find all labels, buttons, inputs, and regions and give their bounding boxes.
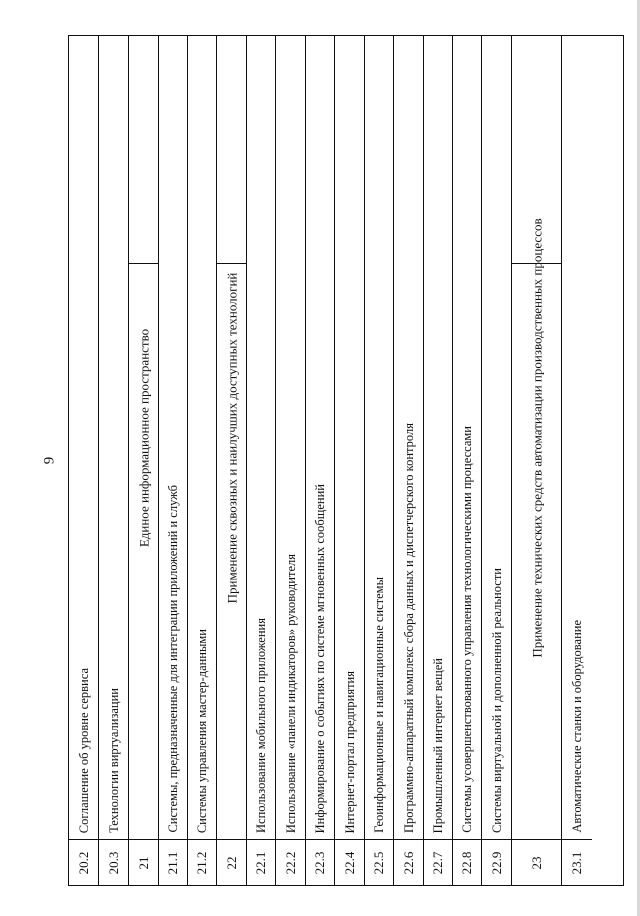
row-number: 22.8 [459,851,474,874]
row-number: 20.2 [75,851,91,874]
item-text: Программно-аппаратный комплекс сбора данных и диспетчерского контроля [401,422,416,833]
text-cell [99,36,128,839]
table-row [159,36,188,885]
item-text: Технологии виртуализации [106,688,121,833]
text-cell [394,36,423,839]
cell-divider [217,36,246,264]
row-number: 22.2 [282,851,298,874]
row-number: 21.1 [165,851,180,874]
number-cell [217,839,246,885]
item-text: Использование мобильного приложения [253,618,268,833]
section-title: Применение сквозных и наилучших доступных технологий [224,272,239,603]
text-cell [69,36,98,839]
row-number: 20.3 [105,851,121,874]
item-text: Системы виртуальной и дополненной реальности [489,567,504,833]
item-text: Соглашение об уровне сервиса [76,667,91,833]
row-number: 22.1 [253,851,268,874]
text-cell [482,36,511,839]
row-number: 21.2 [194,851,209,874]
section-row [217,36,247,885]
document-table [68,35,624,886]
table-row [276,36,306,885]
table-row [306,36,335,885]
section-row [129,36,159,885]
section-row [512,36,562,885]
item-text: Интернет-портал предприятия [342,670,357,833]
number-cell [69,839,98,885]
text-cell [188,36,216,839]
number-cell [562,839,592,885]
page-number: 9 [41,456,58,465]
row-number: 22.5 [371,851,386,874]
number-cell [512,839,561,885]
section-title: Единое информационное пространство [136,328,151,547]
item-text: Информирование о событиях по системе мгновенных сообщений [312,483,327,833]
text-cell [512,36,561,839]
table-row [394,36,424,885]
row-number: 23.1 [569,851,584,874]
number-cell [188,839,216,885]
item-text: Использование «панели индикаторов» руководителя [283,553,298,833]
row-number: 23 [528,856,544,869]
text-cell [335,36,364,839]
item-text: Геоинформационные и навигационные системы [371,577,386,833]
text-cell [247,36,275,839]
text-cell [129,36,158,839]
item-text: Системы, предназначенные для интеграции приложений и служб [165,485,180,833]
table-row [365,36,394,885]
number-cell [453,839,481,885]
table-row [424,36,453,885]
item-text: Автоматические станки и оборудование [569,620,584,833]
number-cell [394,839,423,885]
table-row [482,36,512,885]
table-row [99,36,129,885]
table-row [188,36,217,885]
item-text: Промышленный интернет вещей [430,657,445,833]
number-cell [129,839,158,885]
number-cell [99,839,128,885]
text-cell [562,36,592,839]
table-row [453,36,482,885]
row-number: 22.4 [341,851,357,874]
text-cell [424,36,452,839]
row-number: 21 [135,856,151,869]
text-cell [217,36,246,839]
number-cell [424,839,452,885]
section-title: Применение технических средств автоматизации производственных процессов [529,217,544,658]
number-cell [335,839,364,885]
row-number: 22.9 [488,851,504,874]
number-cell [276,839,305,885]
number-cell [365,839,393,885]
text-cell [276,36,305,839]
row-number: 22 [223,856,239,869]
item-text: Системы усовершенствованного управления технологическими процессами [459,426,474,833]
text-cell [365,36,393,839]
number-cell [306,839,334,885]
cell-divider [129,36,158,264]
text-cell [306,36,334,839]
text-cell [159,36,187,839]
row-number: 22.6 [400,851,416,874]
table-row [335,36,365,885]
table-row [562,36,592,885]
number-cell [159,839,187,885]
number-cell [247,839,275,885]
item-text: Системы управления мастер-данными [194,628,209,833]
text-cell [453,36,481,839]
number-cell [482,839,511,885]
row-number: 22.3 [312,851,327,874]
table-row [69,36,99,885]
table-row [247,36,276,885]
row-number: 22.7 [430,851,445,874]
